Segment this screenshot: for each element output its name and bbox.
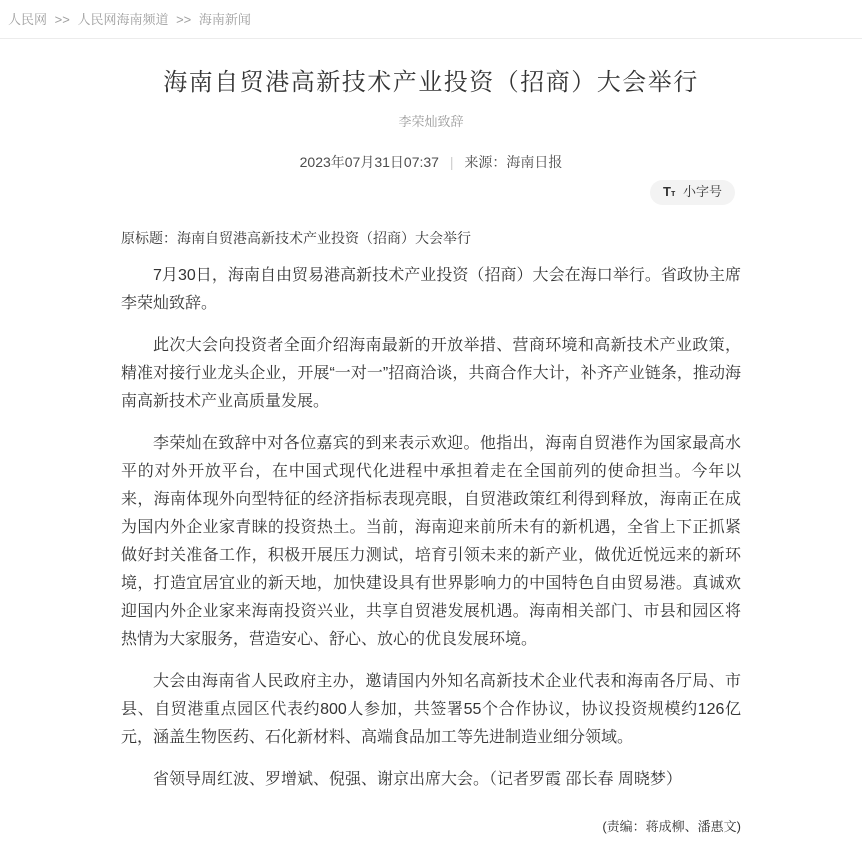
publish-date: 2023年07月31日07:37 — [299, 154, 439, 171]
meta-separator: | — [449, 154, 454, 171]
toolbar — [121, 180, 741, 205]
paragraph-4: 大会由海南省人民政府主办，邀请国内外知名高新技术企业代表和海南各厅局、市县、自贸港重点园区代表约800人参加，共签署55个合作协议，协议投资规模约126亿元，涵盖生物医药、石化新材料、高端食品加工等先进制造业细分领域。 — [121, 673, 741, 747]
breadcrumb — [0, 0, 862, 38]
article-subtitle: 李荣灿致辞 — [398, 114, 464, 130]
article-container — [121, 67, 741, 843]
source-link[interactable]: 海南日报 — [506, 154, 563, 171]
paragraph-1: 7月30日，海南自由贸易港高新技术产业投资（招商）大会在海口举行。省政协主席李荣灿致辞。 — [121, 267, 741, 313]
breadcrumb-link-hainan-news[interactable]: 海南新闻 — [198, 12, 251, 27]
breadcrumb-separator: >> — [54, 12, 70, 27]
header-divider — [0, 38, 862, 39]
paragraph-5: 省领导周红波、罗增斌、倪强、谢京出席大会。（记者罗霞 邵长春 周晓梦） — [153, 771, 682, 789]
source-label: 来源： — [464, 154, 507, 171]
font-size-button-label: 小字号 — [682, 184, 722, 200]
page-title: 海南自贸港高新技术产业投资（招商）大会举行 — [163, 69, 699, 96]
original-title: 原标题：海南自贸港高新技术产业投资（招商）大会举行 — [121, 229, 471, 246]
paragraph-2: 此次大会向投资者全面介绍海南最新的开放举措、营商环境和高新技术产业政策，精准对接行业龙头企业，开展“一对一”招商洽谈，共商合作大计，补齐产业链条，推动海南高新技术产业高质量发展。 — [121, 337, 741, 411]
font-size-icon: Tт — [662, 184, 676, 200]
paragraph-3: 李荣灿在致辞中对各位嘉宾的到来表示欢迎。他指出，海南自贸港作为国家最高水平的对外开放平台，在中国式现代化进程中承担着走在全国前列的使命担当。今年以来，海南体现外向型特征的经济指标表现亮眼，自贸港政策红利得到释放，海南正在成为国内外企业家青睐的投资热土。当前，海南迎来前所未有的新机遇，全省上下正抓紧做好封关准备工作，积极开展压力测试，培育引领未来的新产业，做优近悦远来的新环境，打造宜居宜业的新天地，加快建设具有世界影响力的中国特色自由贸易港。真诚欢迎国内外企业家来海南投资兴业，共享自贸港发展机遇。海南相关部门、市县和园区将热情为大家服务，营造安心、舒心、放心的优良发展环境。 — [121, 435, 741, 649]
breadcrumb-link-peoples-daily[interactable]: 人民网 — [8, 12, 48, 27]
breadcrumb-separator: >> — [176, 12, 192, 27]
breadcrumb-link-hainan-channel[interactable]: 人民网海南频道 — [77, 12, 169, 27]
editor-note: (责编：蒋成柳、潘惠文) — [602, 819, 741, 835]
font-size-button[interactable] — [650, 180, 735, 205]
article-meta — [121, 152, 741, 172]
